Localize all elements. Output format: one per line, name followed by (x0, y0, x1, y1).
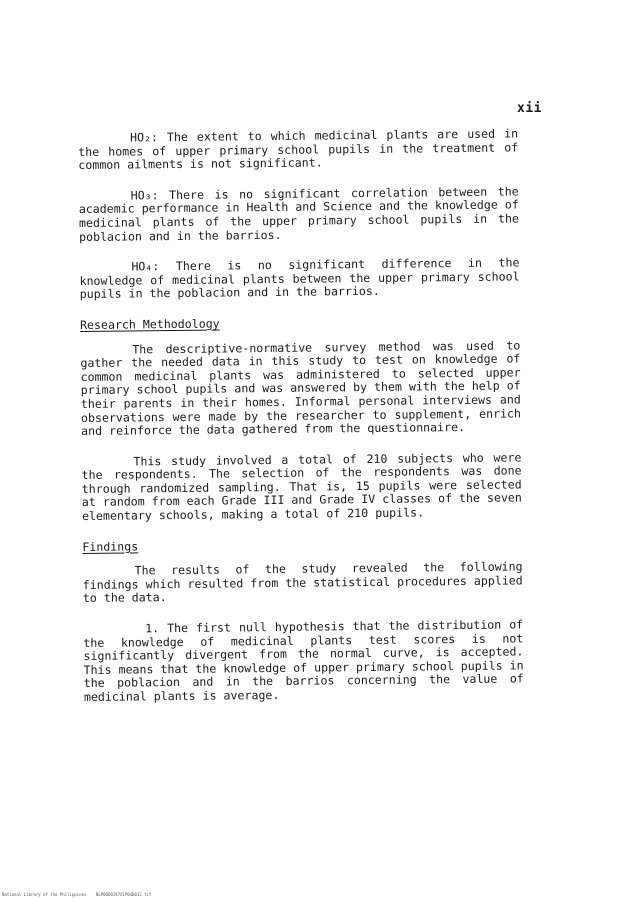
document-body (78, 127, 524, 721)
methodology-paragraph: The descriptive-normative survey method was used to gather the needed data in this study to test on knowledge of common medicinal plants was administered to selected upper primary school pupils and was answered by them with the help of their parents in their homes. Informal personal interviews and observations were made by the researcher to supplement, enrich and reinforce the data gathered from the questionnaire. (80, 337, 522, 439)
finding-item: 1. The first null hypothesis that the distribution of the knowledge of medicinal plants test scores is not significantly divergent from the normal curve, is accepted. This means that the knowledge of upper primary school pupils in the poblacion and in the barrios concerning the value of medicinal plants is average. (83, 617, 524, 704)
research-methodology-heading: Research Methodology (79, 316, 220, 332)
hypothesis-ho2: HO₂: The extent to which medicinal plants are used in the homes of upper primary school pupils in the treatment of common ailments is not significant. (78, 126, 519, 173)
findings-heading: Findings (82, 539, 139, 554)
methodology-paragraph: This study involved a total of 210 subjects who were the respondents. The selection of the respondents was done through randomized sampling. That is, 15 pupils were selected at random from each Grade III and Grade IV classes of the seven elementary schools, making a total of 210 pupils. (81, 450, 522, 524)
page-number: xii (517, 101, 542, 116)
hypothesis-ho3: HO₃: There is no significant correlation between the academic performance in Health and Science and the knowledge of medicinal plants of the upper primary school pupils in the poblacion and in the barrios. (78, 184, 520, 244)
hypothesis-ho4: HO₄: There is no significant difference in the knowledge of medicinal plants between the upper primary school pupils in the poblacion and in the barrios. (79, 255, 520, 302)
findings-intro: The results of the study revealed the following findings which resulted from the statistical procedures applied to the data. (82, 559, 523, 606)
scan-footer: National Library of the Philippines NLP00D0197X1P04D012.tif (2, 892, 152, 897)
